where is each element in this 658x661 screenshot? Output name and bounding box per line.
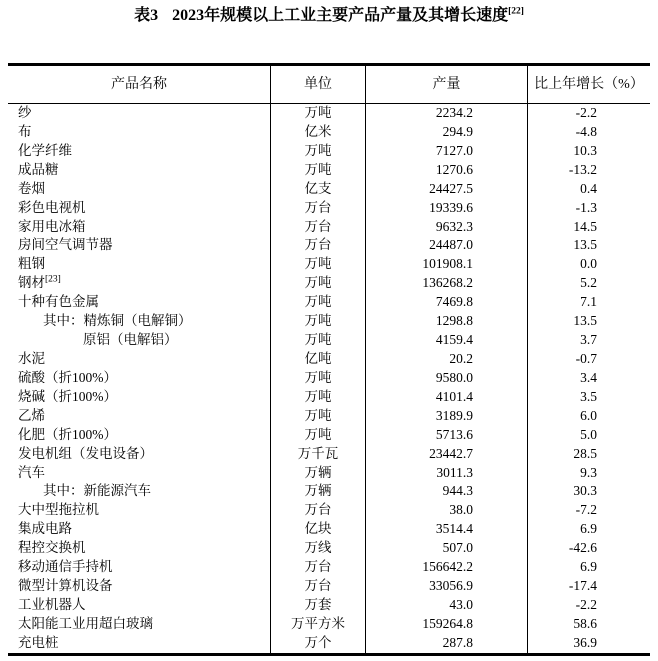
- table-row: [8, 255, 650, 274]
- unit-cell: 万吨: [270, 104, 365, 123]
- output-value-cell: 24427.5: [365, 180, 527, 199]
- output-value-cell: 2234.2: [365, 104, 527, 123]
- table-row: [8, 123, 650, 142]
- table-row: [8, 615, 650, 634]
- growth-value-cell: 30.3: [527, 482, 650, 501]
- growth-value-cell: 58.6: [527, 615, 650, 634]
- product-name-cell: 水泥: [18, 350, 45, 366]
- unit-cell: 万吨: [270, 142, 365, 161]
- product-name-cell: 其中：精炼铜（电解铜）: [43, 313, 192, 329]
- unit-cell: 万吨: [270, 255, 365, 274]
- unit-cell: 亿块: [270, 520, 365, 539]
- table-header-row: [8, 66, 650, 104]
- table-row: [8, 596, 650, 615]
- output-value-cell: 136268.2: [365, 274, 527, 293]
- product-name-cell: 大中型拖拉机: [18, 502, 99, 518]
- growth-value-cell: 3.4: [527, 369, 650, 388]
- growth-value-cell: 14.5: [527, 218, 650, 237]
- growth-value-cell: -2.2: [527, 596, 650, 615]
- growth-value-cell: -2.2: [527, 104, 650, 123]
- product-name-cell: 卷烟: [18, 180, 45, 196]
- table-row: [8, 218, 650, 237]
- table-row: [8, 142, 650, 161]
- unit-cell: 万吨: [270, 331, 365, 350]
- unit-cell: 亿吨: [270, 350, 365, 369]
- table-row: [8, 331, 650, 350]
- table-row: [8, 274, 650, 293]
- growth-value-cell: 13.5: [527, 312, 650, 331]
- unit-cell: 亿米: [270, 123, 365, 142]
- growth-value-cell: 5.0: [527, 426, 650, 445]
- unit-cell: 万台: [270, 218, 365, 237]
- table-number: 表3: [134, 7, 159, 24]
- table-row: [8, 236, 650, 255]
- growth-value-cell: -4.8: [527, 123, 650, 142]
- table-row: [8, 539, 650, 558]
- unit-cell: 万辆: [270, 482, 365, 501]
- growth-value-cell: -0.7: [527, 350, 650, 369]
- product-name-cell: 布: [18, 123, 32, 139]
- output-value-cell: 294.9: [365, 123, 527, 142]
- output-value-cell: 3011.3: [365, 464, 527, 483]
- table-row: [8, 520, 650, 539]
- output-value-cell: 7469.8: [365, 293, 527, 312]
- unit-cell: 万吨: [270, 369, 365, 388]
- output-value-cell: 19339.6: [365, 199, 527, 218]
- output-value-cell: 9580.0: [365, 369, 527, 388]
- table-row: [8, 350, 650, 369]
- table-row: [8, 407, 650, 426]
- growth-value-cell: -13.2: [527, 161, 650, 180]
- unit-cell: 万吨: [270, 426, 365, 445]
- output-value-cell: 43.0: [365, 596, 527, 615]
- table-row: [8, 312, 650, 331]
- unit-cell: 万台: [270, 236, 365, 255]
- growth-value-cell: 0.0: [527, 255, 650, 274]
- product-name-cell: 乙烯: [18, 407, 45, 423]
- table-row: [8, 199, 650, 218]
- growth-value-cell: 5.2: [527, 274, 650, 293]
- product-name-cell: 其中：新能源汽车: [43, 483, 151, 499]
- table-row: [8, 634, 650, 653]
- output-value-cell: 159264.8: [365, 615, 527, 634]
- products-output-table: [8, 63, 650, 656]
- growth-value-cell: 3.7: [527, 331, 650, 350]
- product-name-cell: 成品糖: [18, 161, 59, 177]
- unit-cell: 万吨: [270, 274, 365, 293]
- growth-value-cell: 6.9: [527, 520, 650, 539]
- unit-cell: 万套: [270, 596, 365, 615]
- output-value-cell: 507.0: [365, 539, 527, 558]
- output-value-cell: 101908.1: [365, 255, 527, 274]
- unit-cell: 万吨: [270, 293, 365, 312]
- product-name-cell: 十种有色金属: [18, 294, 99, 310]
- footnote-ref-22: [22]: [508, 6, 524, 17]
- growth-value-cell: -17.4: [527, 577, 650, 596]
- header-unit: 单位: [270, 66, 365, 103]
- product-name-cell: 工业机器人: [18, 596, 86, 612]
- product-name-cell: 微型计算机设备: [18, 578, 113, 594]
- unit-cell: 万线: [270, 539, 365, 558]
- table-row: [8, 369, 650, 388]
- unit-cell: 万台: [270, 501, 365, 520]
- output-value-cell: 3514.4: [365, 520, 527, 539]
- product-name-cell: 发电机组（发电设备）: [18, 445, 153, 461]
- unit-cell: 万台: [270, 558, 365, 577]
- unit-cell: 万吨: [270, 161, 365, 180]
- output-value-cell: 1270.6: [365, 161, 527, 180]
- growth-value-cell: 7.1: [527, 293, 650, 312]
- table-row: [8, 426, 650, 445]
- growth-value-cell: 0.4: [527, 180, 650, 199]
- table-row: [8, 482, 650, 501]
- product-name-cell: 程控交换机: [18, 540, 86, 556]
- product-name-cell: 移动通信手持机: [18, 559, 113, 575]
- growth-value-cell: -7.2: [527, 501, 650, 520]
- header-product-name: 产品名称: [111, 77, 167, 92]
- unit-cell: 亿支: [270, 180, 365, 199]
- product-name-cell: 集成电路: [18, 521, 72, 537]
- output-value-cell: 38.0: [365, 501, 527, 520]
- unit-cell: 万吨: [270, 388, 365, 407]
- unit-cell: 万平方米: [270, 615, 365, 634]
- product-name-cell: 家用电冰箱: [18, 218, 86, 234]
- growth-value-cell: 6.0: [527, 407, 650, 426]
- output-value-cell: 4101.4: [365, 388, 527, 407]
- growth-value-cell: -42.6: [527, 539, 650, 558]
- table-row: [8, 104, 650, 123]
- header-output: 产量: [365, 66, 527, 103]
- unit-cell: 万台: [270, 577, 365, 596]
- output-value-cell: 23442.7: [365, 445, 527, 464]
- growth-value-cell: 10.3: [527, 142, 650, 161]
- footnote-ref-23: [23]: [45, 274, 61, 285]
- growth-value-cell: 6.9: [527, 558, 650, 577]
- output-value-cell: 33056.9: [365, 577, 527, 596]
- table-row: [8, 577, 650, 596]
- product-name-cell: 纱: [18, 105, 32, 120]
- unit-cell: 万台: [270, 199, 365, 218]
- output-value-cell: 20.2: [365, 350, 527, 369]
- table-title: [0, 0, 658, 27]
- table-row: [8, 501, 650, 520]
- table-body: [8, 104, 650, 653]
- output-value-cell: 287.8: [365, 634, 527, 653]
- table-row: [8, 464, 650, 483]
- output-value-cell: 5713.6: [365, 426, 527, 445]
- output-value-cell: 4159.4: [365, 331, 527, 350]
- header-growth: 比上年增长（%）: [527, 66, 650, 103]
- product-name-cell: 粗钢: [18, 256, 45, 272]
- table-row: [8, 180, 650, 199]
- product-name-cell: 原铝（电解铝）: [83, 332, 178, 348]
- output-value-cell: 3189.9: [365, 407, 527, 426]
- growth-value-cell: 36.9: [527, 634, 650, 653]
- output-value-cell: 7127.0: [365, 142, 527, 161]
- output-value-cell: 944.3: [365, 482, 527, 501]
- unit-cell: 万吨: [270, 312, 365, 331]
- product-name-cell: 太阳能工业用超白玻璃: [18, 615, 153, 631]
- growth-value-cell: 28.5: [527, 445, 650, 464]
- product-name-cell: 化学纤维: [18, 142, 72, 158]
- product-name-cell: 硫酸（折100%）: [18, 369, 117, 385]
- output-value-cell: 156642.2: [365, 558, 527, 577]
- growth-value-cell: 13.5: [527, 236, 650, 255]
- unit-cell: 万千瓦: [270, 445, 365, 464]
- growth-value-cell: 9.3: [527, 464, 650, 483]
- table-row: [8, 161, 650, 180]
- product-name-cell: 彩色电视机: [18, 199, 86, 215]
- table-title-text: 2023年规模以上工业主要产品产量及其增长速度: [172, 7, 509, 24]
- table-row: [8, 388, 650, 407]
- output-value-cell: 9632.3: [365, 218, 527, 237]
- product-name-cell: 汽车: [18, 464, 45, 480]
- product-name-cell: 充电桩: [18, 634, 59, 650]
- unit-cell: 万辆: [270, 464, 365, 483]
- table-row: [8, 293, 650, 312]
- product-name-cell: 化肥（折100%）: [18, 426, 117, 442]
- unit-cell: 万吨: [270, 407, 365, 426]
- product-name-cell: 烧碱（折100%）: [18, 388, 117, 404]
- unit-cell: 万个: [270, 634, 365, 653]
- product-name-cell: 房间空气调节器: [18, 237, 113, 253]
- output-value-cell: 1298.8: [365, 312, 527, 331]
- product-name-cell: 钢材[23]: [18, 274, 61, 291]
- growth-value-cell: 3.5: [527, 388, 650, 407]
- output-value-cell: 24487.0: [365, 236, 527, 255]
- table-row: [8, 445, 650, 464]
- table-row: [8, 558, 650, 577]
- growth-value-cell: -1.3: [527, 199, 650, 218]
